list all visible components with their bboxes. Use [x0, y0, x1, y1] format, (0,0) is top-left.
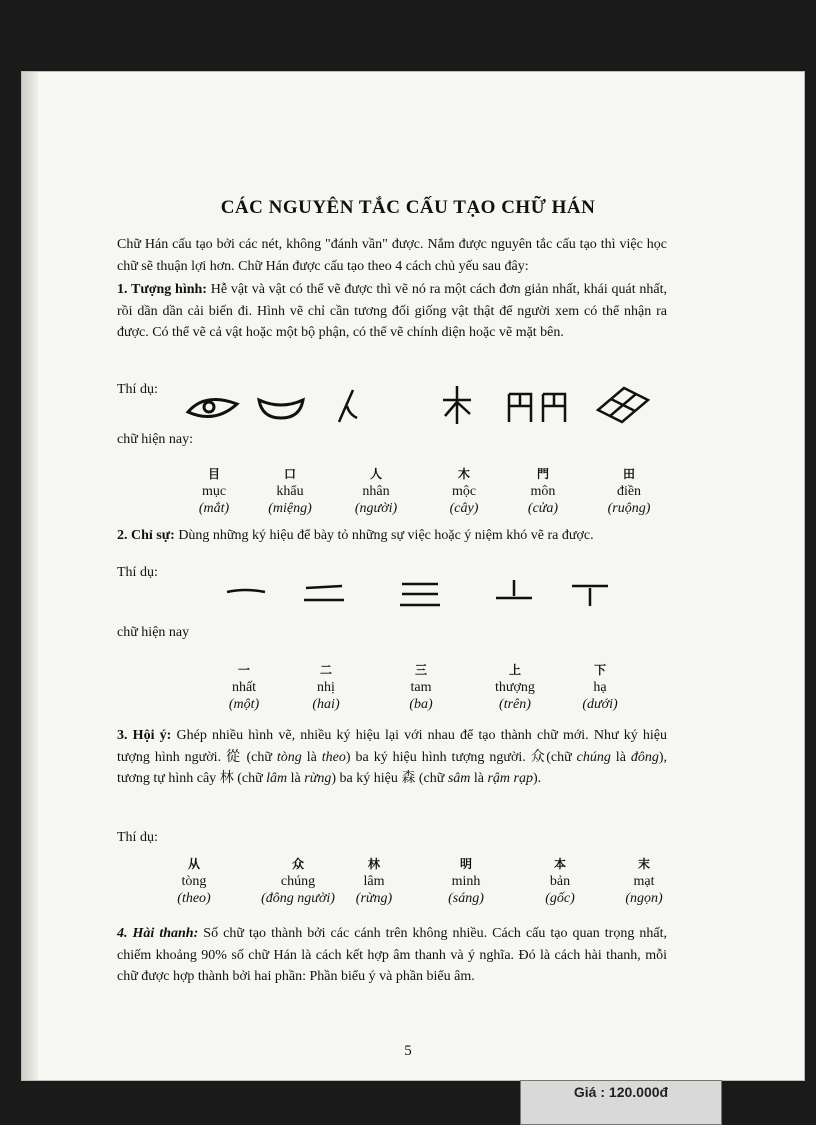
section-3-text: là: [470, 771, 488, 786]
meaning: (ba): [409, 697, 433, 712]
meaning: (hai): [312, 697, 340, 712]
section-1-text: Hễ vật và vật có thể vẽ được thì vẽ nó ra một cách đơn giản nhất, khái quát nhất, rồi dần dần cải biến đi. Hình vẽ chỉ cần tương đối giống vật thật để người xem có thể nhận ra được. Có thể vẽ cả vật hoặc một bộ phận, có thể vẽ chính diện hoặc vẽ mặt bên.: [117, 282, 667, 340]
han-character: 下: [593, 663, 606, 677]
meaning: (sáng): [448, 891, 484, 906]
section-3-text: là: [287, 771, 305, 786]
han-character: 明: [459, 857, 472, 871]
italic-word: tòng: [276, 749, 302, 765]
han-character: 从: [187, 857, 200, 871]
section-3-text: ) ba ký hiệu: [331, 771, 402, 786]
list-item: [555, 662, 645, 713]
list-item: [376, 662, 466, 713]
reading: chúng: [280, 874, 316, 889]
section-2-modern-label: chữ hiện nay: [117, 625, 190, 640]
italic-word: đông: [630, 749, 659, 765]
han-character: 人: [369, 467, 382, 481]
eye-pictogram-icon: [185, 392, 241, 422]
section-3-text: Ghép nhiều hình vẽ, nhiều ký hiệu lại với nhau để tạo thành chữ mới. Như ký hiệu tượng hình người.: [117, 728, 667, 765]
list-item: [329, 856, 419, 907]
section-3-text: (chữ: [241, 749, 277, 765]
tree-pictogram-icon: [440, 384, 474, 426]
section-2-heading: 2. Chỉ sự:: [117, 528, 175, 543]
han-character: 三: [414, 663, 427, 677]
field-pictogram-icon: [594, 384, 652, 424]
han-character: 众: [291, 857, 304, 871]
meaning: (trên): [499, 697, 531, 712]
intro-paragraph: Chữ Hán cấu tạo bởi các nét, không "đánh vần" được. Nắm được nguyên tắc cấu tạo thì việc học chữ sẽ thuận lợi hơn. Chữ Hán được cấu tạo theo 4 cách chủ yếu sau đây:: [117, 237, 667, 274]
section-4-paragraph: [117, 923, 667, 988]
list-item: [421, 856, 511, 907]
italic-word: theo: [321, 749, 346, 765]
italic-word: rừng: [304, 771, 332, 786]
meaning: (cây): [449, 501, 479, 516]
list-item: [470, 662, 560, 713]
list-item: [599, 856, 689, 907]
page-number: 5: [404, 1043, 412, 1059]
meaning: (miệng): [268, 501, 312, 516]
han-inline: 林: [219, 771, 234, 786]
price-sticker: [520, 1080, 722, 1125]
han-inline: 森: [401, 771, 416, 786]
section-2-text: Dùng những ký hiệu để bày tỏ những sự việc hoặc ý niệm khó vẽ ra được.: [174, 528, 594, 543]
mouth-pictogram-icon: [256, 396, 306, 420]
page-title: CÁC NGUYÊN TẮC CẤU TẠO CHỮ HÁN: [220, 197, 596, 218]
meaning: (một): [228, 697, 260, 712]
meaning: (theo): [177, 891, 211, 906]
door-pictogram-icon: [505, 386, 569, 424]
meaning: (ruộng): [607, 501, 651, 516]
section-3-text: ), tương tự hình cây: [117, 749, 668, 786]
italic-word: sâm: [447, 771, 471, 786]
section-3-text: là: [301, 749, 322, 765]
list-item: [149, 856, 239, 907]
section-3-text: (chữ: [415, 771, 448, 786]
section-1-paragraph: [117, 279, 667, 344]
list-item: [584, 466, 674, 517]
reading: mạt: [633, 874, 655, 889]
reading: điền: [616, 484, 642, 499]
han-character: 上: [508, 663, 521, 677]
list-item: [498, 466, 588, 517]
above-sign-icon: [492, 578, 536, 606]
section-3-text: ).: [533, 771, 542, 786]
reading: mộc: [451, 484, 477, 499]
reading: tam: [410, 680, 432, 695]
reading: lâm: [363, 874, 385, 889]
han-character: 木: [457, 467, 470, 481]
han-character: 門: [536, 467, 549, 481]
reading: tòng: [181, 874, 207, 889]
section-3-example-label: Thí dụ:: [117, 830, 158, 845]
section-4-heading: 4. Hài thanh:: [117, 926, 199, 941]
meaning: (mắt): [198, 501, 230, 516]
reading: môn: [530, 484, 556, 499]
meaning: (ngọn): [625, 891, 663, 906]
meaning: (rừng): [355, 891, 393, 906]
list-item: [245, 466, 335, 517]
person-pictogram-icon: [335, 388, 365, 428]
han-character: 本: [553, 857, 566, 871]
reading: bản: [549, 874, 571, 889]
han-character: 林: [367, 857, 380, 871]
han-character: 末: [637, 857, 650, 871]
reading: thượng: [495, 680, 535, 695]
list-item: [199, 662, 289, 713]
han-character: 田: [622, 467, 635, 481]
two-strokes-icon: [302, 582, 346, 606]
han-character: 目: [207, 467, 220, 481]
section-4-text: Số chữ tạo thành bởi các cánh trên không nhiều. Cách cấu tạo quan trọng nhất, chiếm khoảng 90% số chữ Hán là cách kết hợp âm thanh và ý nghĩa. Đó là cách hài thanh, mỗi chữ được hợp thành bởi hai phần: Phần biểu ý và phần biểu âm.: [117, 926, 667, 984]
list-item: [331, 466, 421, 517]
han-inline: 從: [226, 749, 242, 765]
section-1-modern-label: chữ hiện nay:: [117, 432, 194, 447]
italic-word: lâm: [266, 771, 288, 786]
meaning: (cửa): [527, 501, 559, 516]
section-3-text: là: [610, 749, 631, 765]
meaning: (đông người): [261, 891, 335, 906]
section-2-example-label: Thí dụ:: [117, 565, 158, 580]
section-3-text: (chữ: [233, 771, 267, 786]
price-label: Giá : 120.000đ: [573, 1084, 669, 1100]
list-item: [515, 856, 605, 907]
reading: minh: [451, 874, 481, 889]
han-character: 口: [283, 467, 296, 481]
han-character: 一: [237, 663, 250, 677]
reading: nhị: [317, 680, 335, 695]
reading: hạ: [593, 680, 607, 695]
italic-word: chúng: [576, 749, 611, 765]
below-sign-icon: [568, 580, 612, 608]
three-strokes-icon: [398, 580, 442, 608]
reading: khẩu: [276, 484, 304, 499]
section-3-text: (chữ: [546, 749, 577, 765]
meaning: (gốc): [545, 891, 575, 906]
one-stroke-icon: [225, 582, 267, 602]
section-1-example-label: Thí dụ:: [117, 382, 158, 397]
reading: mục: [201, 484, 227, 499]
italic-word: rậm rạp: [487, 771, 533, 786]
list-item: [419, 466, 509, 517]
meaning: (người): [354, 501, 398, 516]
meaning: (dưới): [582, 697, 618, 712]
page-binding-edge: [22, 72, 38, 1080]
reading: nhân: [362, 484, 390, 499]
section-1-heading: 1. Tượng hình:: [117, 282, 207, 297]
section-3-paragraph: [117, 725, 667, 790]
han-inline: 众: [530, 749, 547, 765]
section-2-paragraph: [117, 525, 667, 547]
list-item: [281, 662, 371, 713]
section-3-heading: 3. Hội ý:: [117, 728, 172, 743]
reading: nhất: [231, 680, 257, 695]
han-character: 二: [319, 663, 332, 677]
section-3-text: ) ba ký hiệu hình tượng người.: [345, 749, 531, 765]
